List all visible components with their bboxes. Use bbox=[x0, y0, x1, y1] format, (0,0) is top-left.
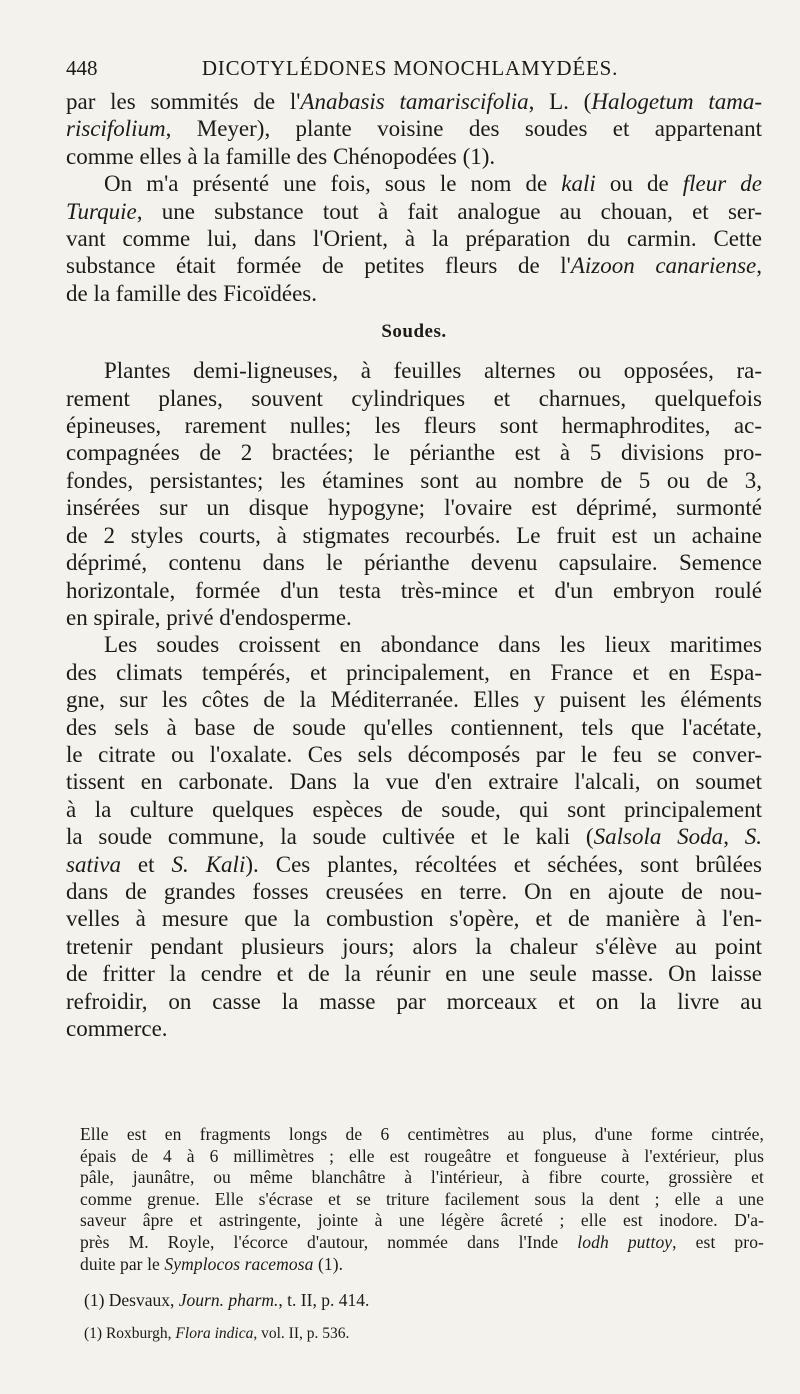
text-span: , Meyer), plante voisine des soudes et appartenant bbox=[165, 116, 762, 142]
text-line: compagnées de 2 bractées; le périanthe est à 5 divisions pro- bbox=[66, 440, 762, 466]
text-line: des sels à base de soude qu'elles contiennent, tels que l'acétate, bbox=[66, 714, 762, 740]
text-span: , vol. II, p. 536. bbox=[253, 1325, 350, 1342]
text-line bbox=[66, 823, 762, 850]
text-span: duite par le bbox=[80, 1253, 165, 1274]
text-line bbox=[80, 1232, 764, 1254]
text-line: épineuses, rarement nulles; les fleurs sont hermaphrodites, ac- bbox=[66, 413, 762, 439]
text-line: épais de 4 à 6 millimètres ; elle est rougeâtre et fongueuse à l'extérieur, plus bbox=[80, 1145, 764, 1166]
small-print-paragraph bbox=[80, 1124, 764, 1275]
species-name: sativa bbox=[66, 851, 121, 877]
text-line: rement planes, souvent cylindriques et charnues, quelquefois bbox=[66, 385, 762, 411]
text-span: par les sommités de l' bbox=[66, 89, 301, 114]
text-line: à la culture quelques espèces de soude, qui sont principalement bbox=[66, 796, 762, 822]
paragraph-description bbox=[66, 357, 762, 631]
text-span: , L. ( bbox=[528, 89, 592, 114]
text-line: Elle est en fragments longs de 6 centimètres au plus, d'une forme cintrée, bbox=[80, 1124, 764, 1144]
italic-term: fleur de bbox=[682, 171, 762, 197]
paragraph-habitat bbox=[66, 631, 762, 1042]
paragraph-kali bbox=[66, 170, 762, 307]
text-line: de la famille des Ficoïdées. bbox=[66, 280, 318, 306]
text-line bbox=[66, 252, 762, 279]
text-line: dans de grandes fosses creusées en terre. On en ajoute de nou- bbox=[66, 878, 762, 904]
text-line: velles à mesure que la combustion s'opère, et de manière à l'en- bbox=[66, 906, 762, 932]
section-heading: Soudes. bbox=[381, 321, 447, 343]
species-name: Symplocos racemosa bbox=[164, 1253, 314, 1274]
text-line: vant comme lui, dans l'Orient, à la préparation du carmin. Cette bbox=[66, 226, 762, 252]
text-line: pâle, jaunâtre, ou même blanchâtre à l'intérieur, à fibre courte, grossière et bbox=[80, 1167, 764, 1188]
running-title: DICOTYLÉDONES MONOCHLAMYDÉES. bbox=[201, 56, 619, 80]
species-name: Aizoon canariense bbox=[570, 253, 757, 279]
text-line: comme elles à la famille des Chénopodées (1). bbox=[66, 143, 496, 169]
species-name: Salsola Soda bbox=[593, 824, 724, 850]
text-line: fondes, persistantes; les étamines sont au nombre de 5 ou de 3, bbox=[66, 467, 762, 493]
text-span: substance était formée de petites fleurs de l' bbox=[66, 253, 571, 279]
text-line bbox=[66, 851, 762, 878]
text-line: gne, sur les côtes de la Méditerranée. Elles y puisent les éléments bbox=[66, 687, 762, 713]
text-line bbox=[66, 88, 762, 115]
species-name: riscifolium bbox=[66, 116, 166, 142]
text-line: tissent en carbonate. Dans la vue d'en extraire l'alcali, on soumet bbox=[66, 769, 762, 795]
text-line bbox=[66, 115, 762, 142]
text-span: ou de bbox=[595, 171, 683, 197]
page-number: 448 bbox=[66, 56, 98, 80]
text-span: (1) Roxburgh, bbox=[84, 1325, 176, 1342]
text-line: refroidir, on casse la masse par morceaux et on la livre au bbox=[66, 988, 762, 1014]
species-name: Anabasis tamariscifolia bbox=[300, 89, 529, 114]
text-line bbox=[80, 1254, 764, 1276]
text-span: , t. II, p. 414. bbox=[278, 1290, 370, 1310]
text-line: Plantes demi-ligneuses, à feuilles alternes ou opposées, ra- bbox=[104, 358, 762, 384]
species-name: Halogetum tama- bbox=[591, 89, 762, 114]
main-text bbox=[66, 88, 762, 1042]
italic-term: Turquie bbox=[66, 198, 137, 224]
text-span: , une substance tout à fait analogue au chouan, et ser- bbox=[136, 198, 762, 224]
text-span: , bbox=[723, 824, 745, 850]
text-line: Les soudes croissent en abondance dans les lieux maritimes bbox=[104, 632, 762, 658]
text-span: (1). bbox=[313, 1253, 344, 1274]
text-line: de fritter la cendre et de la réunir en une seule masse. On laisse bbox=[66, 961, 762, 987]
text-line bbox=[66, 170, 762, 197]
italic-term: Flora indica bbox=[175, 1325, 254, 1342]
text-span: la soude commune, la soude cultivée et le kali ( bbox=[66, 824, 594, 850]
italic-term: kali bbox=[561, 171, 596, 197]
footnote-desvaux bbox=[84, 1290, 369, 1311]
text-line: de 2 styles courts, à stigmates recourbés. Le fruit est un achaine bbox=[66, 522, 762, 548]
paragraph-anabasis bbox=[66, 88, 762, 170]
text-span: On m'a présenté une fois, sous le nom de bbox=[104, 171, 562, 197]
text-span: (1) Desvaux, bbox=[84, 1290, 179, 1310]
text-span: , est pro- bbox=[672, 1231, 764, 1252]
species-name: S. bbox=[744, 824, 763, 850]
text-line: insérées sur un disque hypogyne; l'ovaire est déprimé, surmonté bbox=[66, 495, 762, 521]
text-line bbox=[66, 198, 762, 225]
text-span: et bbox=[120, 851, 172, 877]
text-span: ). Ces plantes, récoltées et séchées, sont brûlées bbox=[245, 851, 762, 877]
species-name: S. Kali bbox=[171, 851, 246, 877]
text-line: déprimé, contenu dans le périanthe devenu capsulaire. Semence bbox=[66, 550, 762, 576]
text-line: comme grenue. Elle s'écrase et se triture facilement sous la dent ; elle a une bbox=[80, 1188, 764, 1209]
page-header bbox=[60, 56, 760, 86]
text-line: saveur âpre et astringente, jointe à une légère âcreté ; elle est inodore. D'a- bbox=[80, 1210, 764, 1231]
text-line: des climats tempérés, et principalement, en France et en Espa- bbox=[66, 659, 762, 685]
text-span: près M. Royle, l'écorce d'autour, nommée dans l'Inde bbox=[80, 1231, 578, 1252]
text-line: tretenir pendant plusieurs jours; alors la chaleur s'élève au point bbox=[66, 933, 762, 959]
text-span: , bbox=[756, 253, 762, 279]
text-line: le citrate ou l'oxalate. Ces sels décomposés par le feu se conver- bbox=[66, 741, 762, 767]
footnote-roxburgh bbox=[84, 1325, 349, 1343]
text-line: horizontale, formée d'un testa très-mince et d'un embryon roulé bbox=[66, 577, 762, 603]
italic-term: lodh puttoy bbox=[577, 1231, 673, 1252]
text-line: commerce. bbox=[66, 1016, 168, 1041]
italic-term: Journ. pharm. bbox=[178, 1290, 279, 1310]
text-line: en spirale, privé d'endosperme. bbox=[66, 604, 352, 630]
